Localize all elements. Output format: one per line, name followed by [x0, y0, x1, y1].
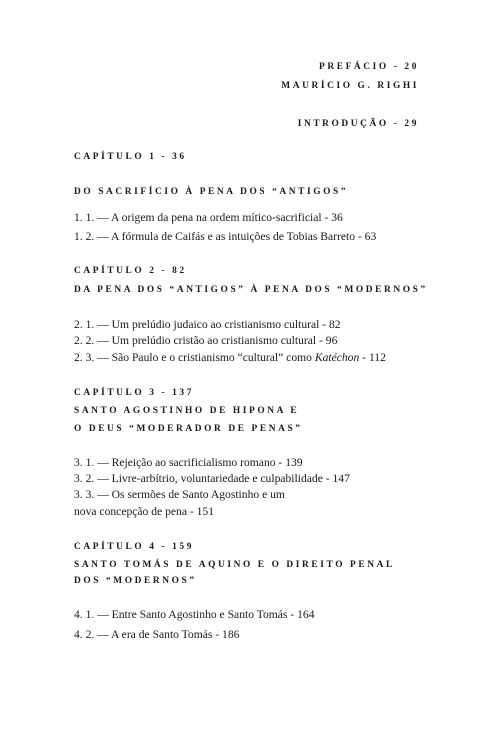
- chapter-1-heading: CAPÍTULO 1 - 36: [74, 152, 187, 162]
- chapter-3-entry-2: 3. 2. — Livre-arbítrio, voluntariedade e culpabilidade - 147: [74, 472, 350, 485]
- author-name: MAURÍCIO G. RIGHI: [281, 81, 419, 91]
- chapter-3-entry-3: 3. 3. — Os sermões de Santo Agostinho e um: [74, 488, 285, 501]
- chapter-2-entry-2: 2. 2. — Um prelúdio cristão ao cristianismo cultural - 96: [74, 334, 338, 347]
- chapter-2-title: DA PENA DOS “ANTIGOS” À PENA DOS “MODERNOS”: [74, 285, 428, 295]
- italic-term: Katéchon: [314, 351, 360, 364]
- chapter-1-entry-1: 1. 1. — A origem da pena na ordem mítico-sacrificial - 36: [74, 211, 343, 224]
- chapter-4-entry-1: 4. 1. — Entre Santo Agostinho e Santo Tomás - 164: [74, 608, 315, 621]
- chapter-3-title-line-1: SANTO AGOSTINHO DE HIPONA E: [74, 406, 300, 416]
- chapter-2-entry-1: 2. 1. — Um prelúdio judaico ao cristianismo cultural - 82: [74, 318, 341, 331]
- chapter-3-entry-3-continued: nova concepção de pena - 151: [74, 505, 215, 518]
- chapter-1-title: DO SACRIFÍCIO À PENA DOS “ANTIGOS”: [74, 187, 349, 197]
- chapter-3-heading: CAPÍTULO 3 - 137: [74, 388, 194, 398]
- chapter-4-entry-2: 4. 2. — A era de Santo Tomás - 186: [74, 628, 240, 641]
- introducao-entry: INTRODUÇÃO - 29: [297, 119, 419, 129]
- chapter-1-entry-2: 1. 2. — A fórmula de Caifás e as intuições de Tobias Barreto - 63: [74, 230, 377, 243]
- chapter-3-entry-1: 3. 1. — Rejeição ao sacrificialismo romano - 139: [74, 456, 303, 469]
- chapter-4-title-line-1: SANTO TOMÁS DE AQUINO E O DIREITO PENAL: [74, 560, 395, 570]
- chapter-4-heading: CAPÍTULO 4 - 159: [74, 542, 194, 552]
- prefacio-entry: PREFÁCIO - 20: [319, 62, 419, 72]
- chapter-2-entry-3: 2. 3. — São Paulo e o cristianismo “cultural” como Katéchon - 112: [74, 351, 386, 364]
- chapter-3-title-line-2: O DEUS “MODERADOR DE PENAS”: [74, 424, 303, 434]
- chapter-4-title-line-2: DOS “MODERNOS”: [74, 576, 197, 586]
- chapter-2-heading: CAPÍTULO 2 - 82: [74, 266, 187, 276]
